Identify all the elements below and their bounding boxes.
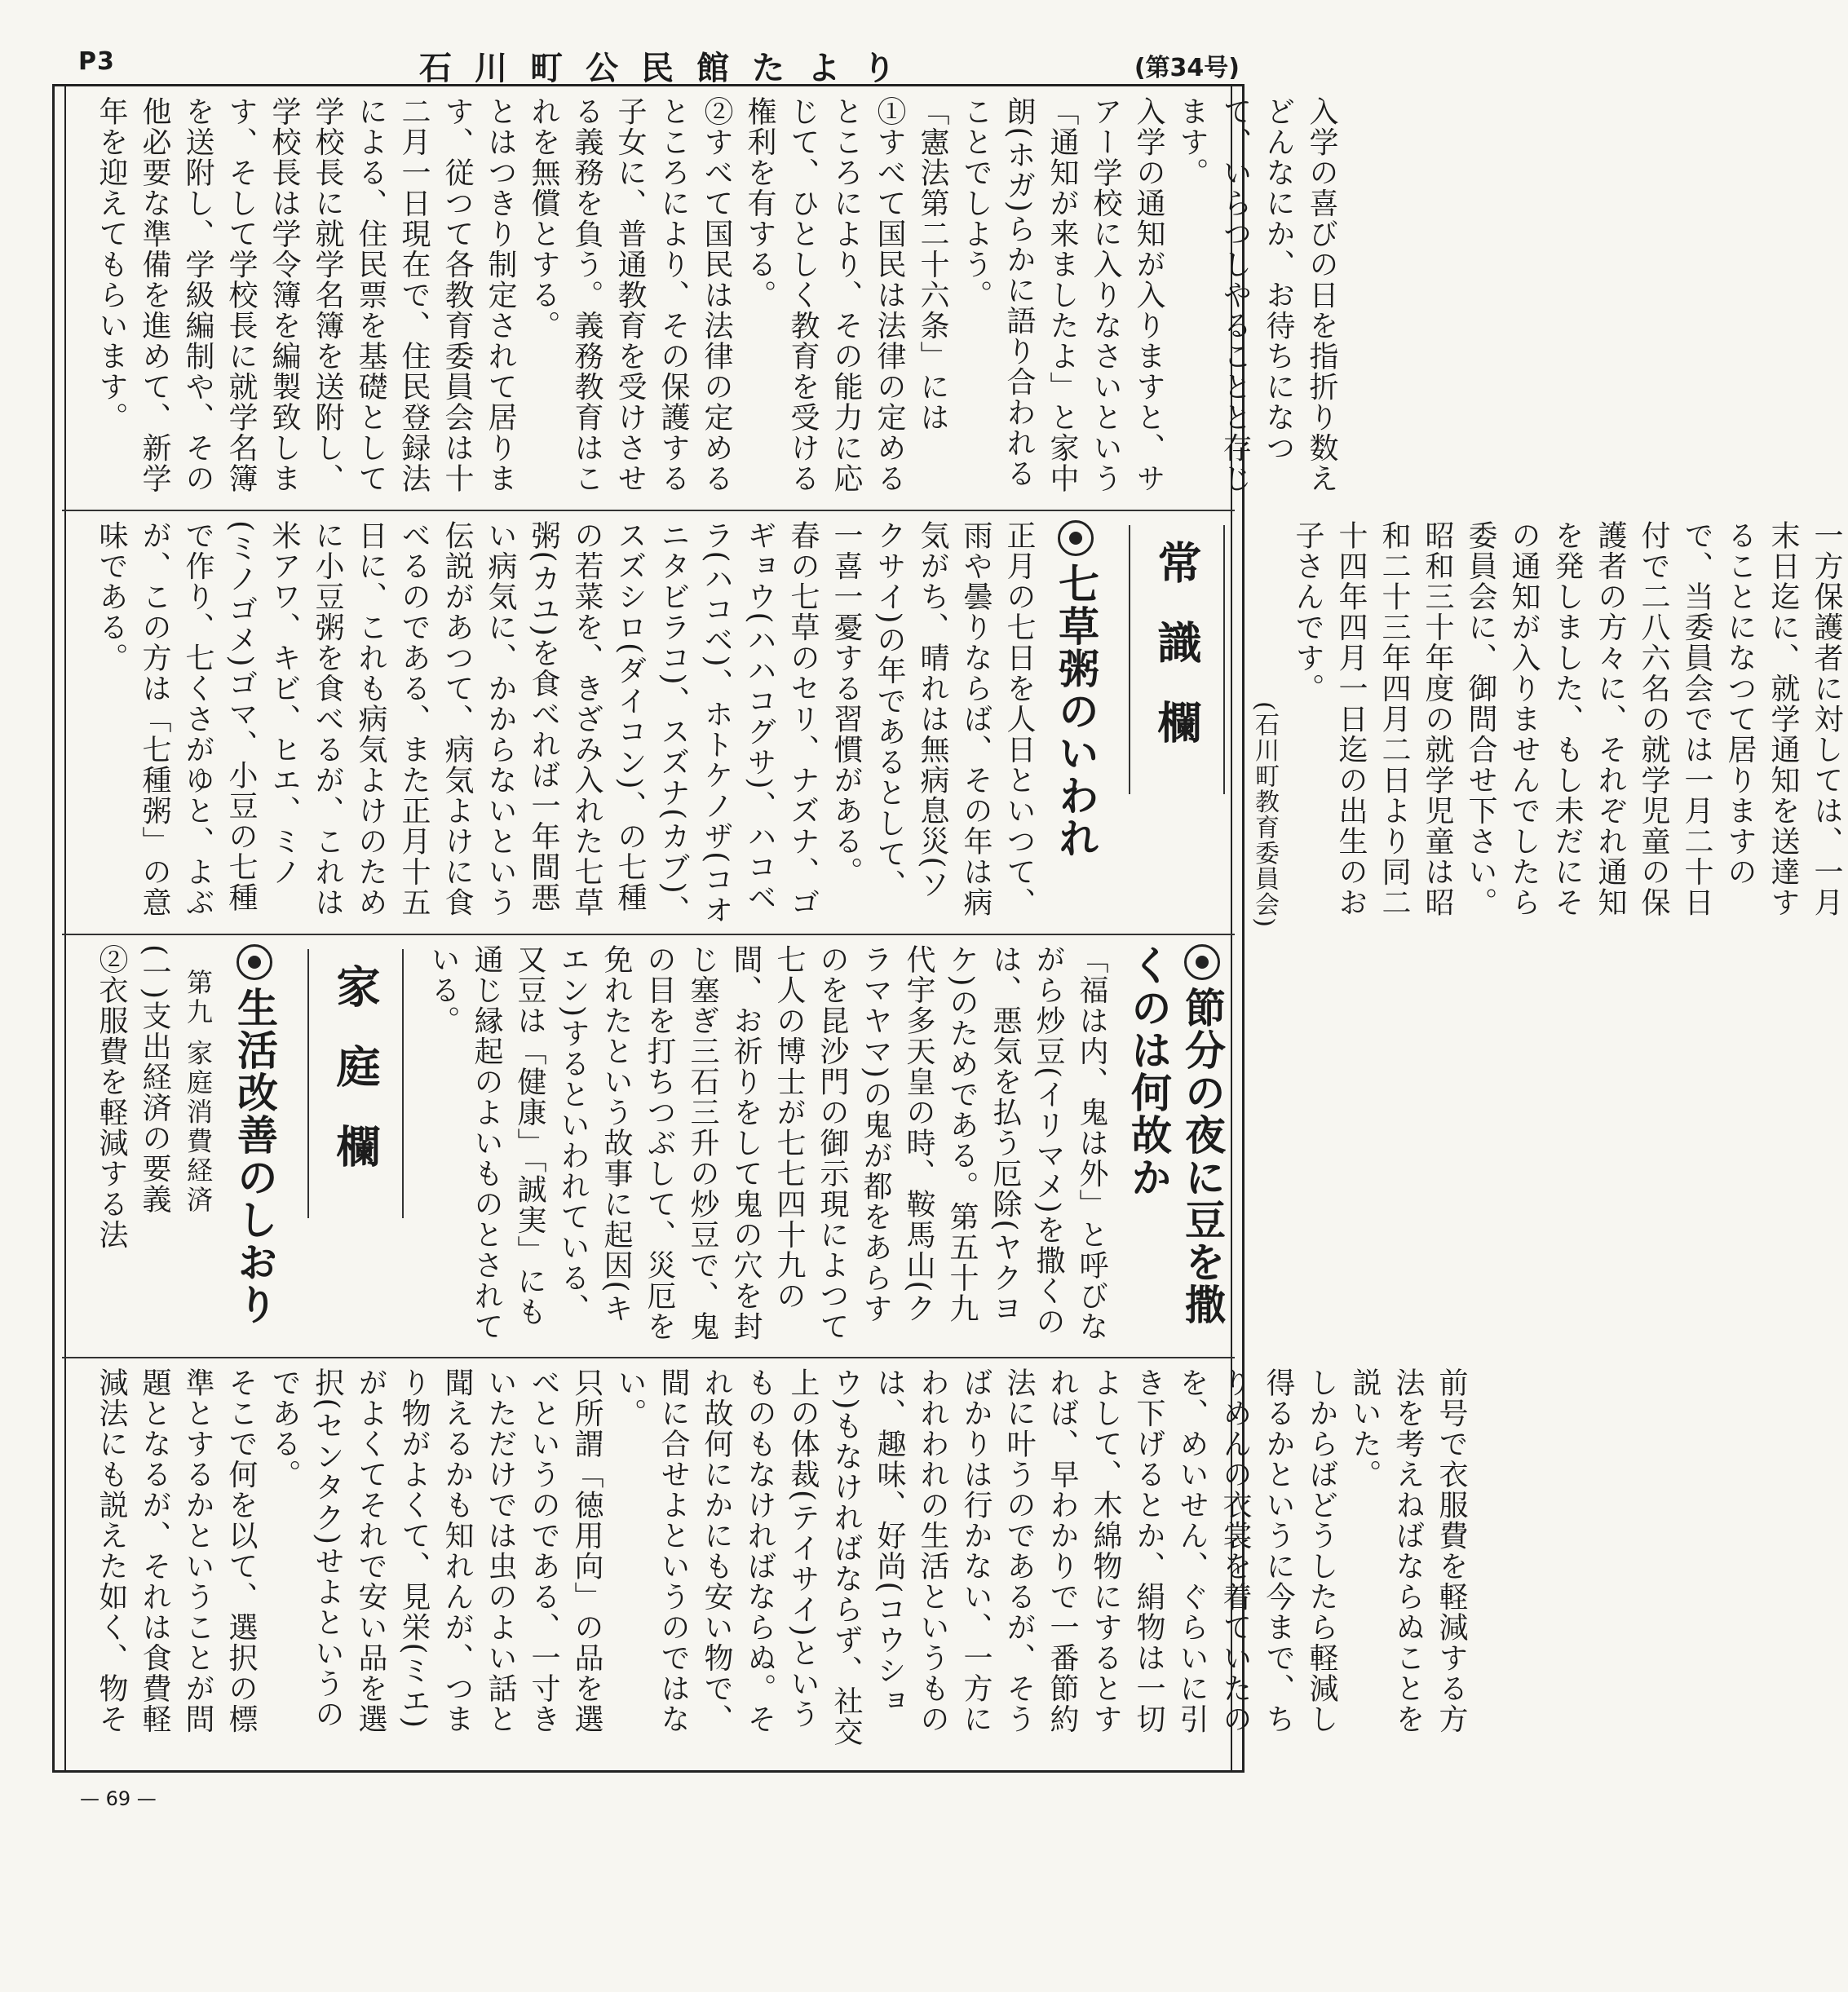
paragraph: 只所謂「徳用向」の品を選べというのである、一寸きいただけでは虫のよい話と聞えるかも知れんが、つまり物がよくて、見栄(ミエ)がよくてそれで安い品を選択(センタク)せよというのである。 [267, 1367, 603, 1734]
issue-number: (第34号) [1134, 54, 1240, 82]
paragraph: しからばどうしたら軽減し得るかというに今まで、ちりめんの衣裳を着ていたのを、めいせん、ぐらいに引き下げるとか、絹物は一切よして、木綿物にするとすれば、早わかりで一番節約法に叶うのであるが、そうばかりは行かない、一方にわれわれの生活というものは、趣味、好尚(コウショウ)もなければならず、社交上の体裁(テイサイ)というものもなければならぬ。それ故何にかにも安い物で、間に合せよというのではない。 [613, 1367, 1338, 1747]
article-clothing [90, 1367, 1468, 1759]
column-heading-box: 常識欄 [1129, 525, 1225, 794]
article-subtitle: 第九 家庭消費経済 [183, 969, 214, 1216]
footer-page-number: — 69 — [80, 1787, 157, 1810]
page-number: P3 [78, 47, 115, 76]
paragraph: ①すべて国民は法律の定めるところにより、その能力に応じて、ひとしく教育を受ける権利を有する。 [743, 96, 906, 494]
band-divider-2 [62, 934, 1235, 935]
paragraph: とはつきり制定されて居ります、従つて各教育委員会は十二月一日現在で、住民登録法による、住民票を基礎として学校長に就学名簿を送附し、学校長は学令簿を編製致します、そして学校長に就学名簿を送附し、学級編制や、その他必要な準備を進めて、新学年を迎えてもらいます。 [95, 96, 517, 494]
paragraph: 一方保護者に対しては、一月末日迄に、就学通知を送達することになつて居りますので、当委員会では一月二十日付で二八六名の就学児童の保護者の方々に、それぞれ通知を発しました、もし未だにその通知が入りませんでしたら委員会に、御問合せ下さい。 [1464, 520, 1843, 918]
paragraph: ②すべて国民は法律の定めるところにより、その保護する子女に、普通教育を受けさせる義務を負う。義務教育はこれを無償とする。 [527, 96, 733, 494]
paragraph: 入学の喜びの日を指折り数えどんなにか、お待ちになつて、いらつしやることと存じます。 [1175, 96, 1338, 494]
byline: (石川町教育委員会) [1250, 700, 1279, 928]
column-heading-box: 家庭欄 [307, 949, 404, 1218]
band-divider-1 [62, 510, 1235, 511]
paragraph: 昭和三十年度の就学児童は昭和二十三年四月二日より同二十四年四月一日迄の出生のお子さんです。 [1291, 520, 1454, 918]
paragraph: 春の七草のセリ、ナズナ、ゴギョウ(ハハコグサ)、ハコベラ(ハコベ)、ホトケノザ(コオニタビラコ)、スズナ(カブ)、スズシロ(ダイコン)、の七種の若菜を、きざみ入れた七草粥(カユ)を食べれば一年間悪い病気に、かからないという伝説があつて、病気よけに食べるのである、また正月十五日に、これも病気よけのために小豆粥を食べるが、これは米アワ、キビ、ヒエ、ミノ(ミノゴメ)ゴマ、小豆の七種で作り、七くさがゆと、よぶが、この方は「七種粥」の意味である。 [95, 520, 820, 925]
list-item: ②衣服費を軽減する法 [95, 944, 128, 1250]
paragraph: 「福は内、鬼は外」と呼びながら炒豆(イリマメ)を撒くのは、悪気を払う厄除(ヤクヨケ)のためである。第五十九代宇多天皇の時、鞍馬山(クラマヤマ)の鬼が都をあらすのを昆沙門の御示現によつて七人の博士が七七四十九の間、お祈りをして鬼の穴を封じ塞ぎ三石三升の炒豆で、鬼の目を打ちつぶして、災厄を免れたという故事に起因(キエン)するといわれている、又豆は「健康」「誠実」にも通じ縁起のよいものとされている。 [427, 944, 1108, 1342]
band-divider-3 [62, 1357, 1235, 1358]
paragraph: 「憲法第二十六条」には [916, 96, 949, 433]
article-enrollment [90, 96, 1338, 504]
article-title: 七草粥のいわれ [1041, 520, 1111, 928]
paragraph: 前号で衣服費を軽減する方法を考えねばならぬことを説いた。 [1348, 1367, 1468, 1734]
bullet-icon [237, 944, 272, 980]
article-setsubun [90, 944, 1227, 1352]
bullet-icon [1058, 520, 1094, 556]
article-title: 生活改善のしおり [219, 944, 290, 1352]
masthead-title: 石川町公民館たより [419, 49, 918, 87]
paragraph: 正月の七日を人日といつて、雨や曇りならば、その年は病気がち、晴れは無病息災(ソクサイ)の年であるとして、一喜一憂する習慣がある。 [829, 520, 1036, 918]
article-title: 節分の夜に豆を撒くのは何故か [1125, 944, 1227, 1326]
paragraph: そこで何を以て、選択の標準とするかということが問題となるが、それは食費軽減法にも説えた如く、物そ [95, 1367, 258, 1734]
bullet-icon [1184, 944, 1220, 980]
article-common-knowledge [90, 520, 1843, 928]
paragraph: 入学の通知が入りますと、サアー学校に入りなさいという「通知が来ましたよ」と家中朗(ホガ)らかに語り合われることでしよう。 [959, 96, 1165, 494]
list-item: (一)支出経済の要義 [138, 944, 171, 1215]
